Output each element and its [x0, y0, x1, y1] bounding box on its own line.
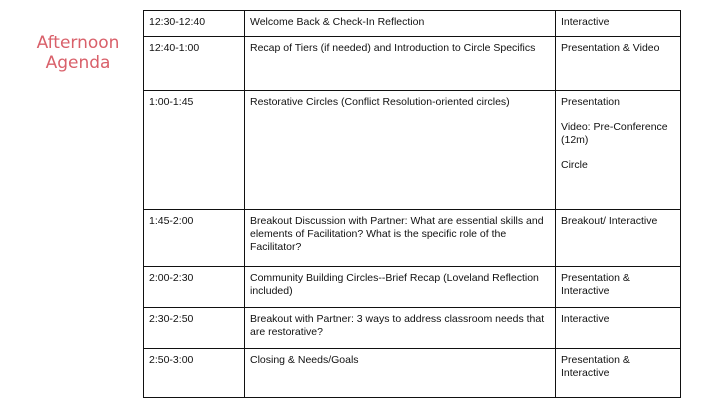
agenda-table: [143, 10, 681, 398]
format-cell: Breakout/ Interactive: [556, 210, 681, 267]
activity-cell: Breakout with Partner: 3 ways to address classroom needs that are restorative?: [245, 308, 556, 349]
table-row: [144, 267, 681, 308]
format-cell: Interactive: [556, 11, 681, 37]
activity-cell: Restorative Circles (Conflict Resolution-oriented circles): [245, 91, 556, 210]
format-cell: Presentation & Interactive: [556, 349, 681, 398]
activity-cell: Community Building Circles--Brief Recap (Loveland Reflection included): [245, 267, 556, 308]
format-cell: Presentation & Interactive: [556, 267, 681, 308]
title-line-2: Agenda: [45, 53, 111, 73]
activity-cell: Closing & Needs/Goals: [245, 349, 556, 398]
time-cell: 2:50-3:00: [144, 349, 245, 398]
format-line: Video: Pre-Conference (12m): [561, 121, 668, 146]
table-row: [144, 349, 681, 398]
activity-cell: Welcome Back & Check-In Reflection: [245, 11, 556, 37]
format-line: Circle: [561, 159, 588, 171]
activity-cell: Recap of Tiers (if needed) and Introduction to Circle Specifics: [245, 37, 556, 91]
table-row: [144, 37, 681, 91]
agenda-title: [18, 33, 138, 73]
table-row: [144, 210, 681, 267]
time-cell: 2:00-2:30: [144, 267, 245, 308]
table-row: [144, 91, 681, 210]
time-cell: 12:40-1:00: [144, 37, 245, 91]
time-cell: 12:30-12:40: [144, 11, 245, 37]
activity-cell: Breakout Discussion with Partner: What are essential skills and elements of Facilitation? What is the specific role of the Facilitator?: [245, 210, 556, 267]
time-cell: 1:00-1:45: [144, 91, 245, 210]
time-cell: 2:30-2:50: [144, 308, 245, 349]
format-cell: [556, 91, 681, 210]
format-cell: Interactive: [556, 308, 681, 349]
format-cell: Presentation & Video: [556, 37, 681, 91]
time-cell: 1:45-2:00: [144, 210, 245, 267]
table-row: [144, 308, 681, 349]
table-row: [144, 11, 681, 37]
title-line-1: Afternoon: [36, 33, 120, 53]
format-line: Presentation: [561, 96, 620, 108]
